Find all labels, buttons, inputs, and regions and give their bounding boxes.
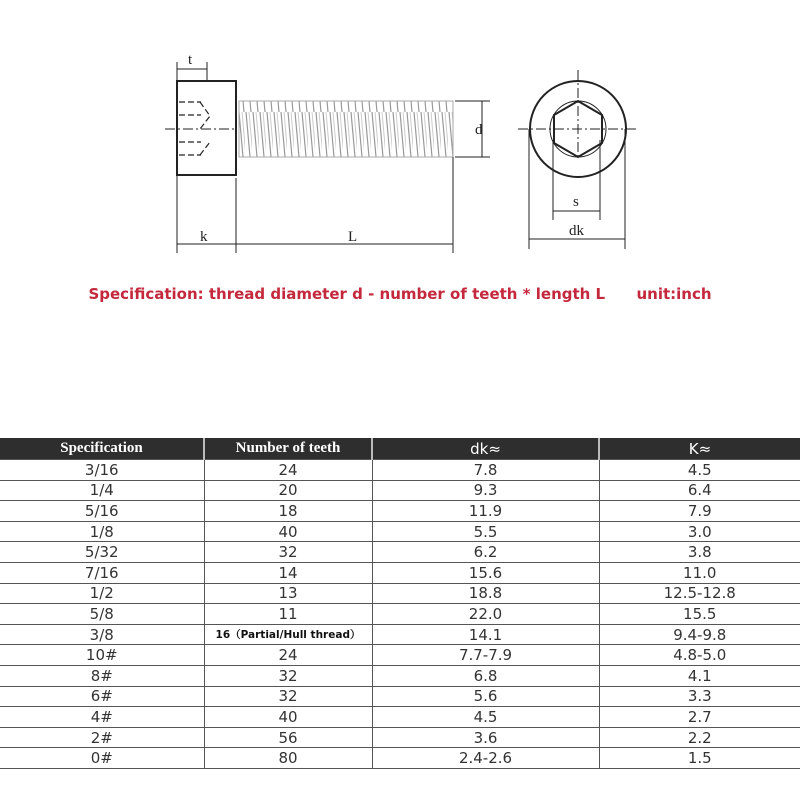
table-cell: 2# [0, 727, 204, 748]
spec-note-text: Specification: thread diameter d - number of teeth * length L [88, 285, 606, 303]
table-cell: 9.4-9.8 [599, 624, 800, 645]
table-row [0, 727, 800, 748]
unit-label: unit:inch [636, 285, 712, 303]
label-k: k [200, 229, 208, 245]
table-row [0, 707, 800, 728]
header-dk: dk≈ [372, 438, 599, 460]
table-cell: 5/32 [0, 542, 204, 563]
table-cell: 40 [204, 707, 372, 728]
table-cell: 14.1 [372, 624, 599, 645]
table-cell: 20 [204, 480, 372, 501]
table-cell: 3.0 [599, 521, 800, 542]
table-cell: 8# [0, 665, 204, 686]
table-cell: 24 [204, 645, 372, 666]
table-row [0, 501, 800, 522]
table-row [0, 686, 800, 707]
table-cell: 4.8-5.0 [599, 645, 800, 666]
table-cell: 4.5 [372, 707, 599, 728]
table-cell: 1/2 [0, 583, 204, 604]
table-row [0, 542, 800, 563]
table-row [0, 645, 800, 666]
table-cell: 13 [204, 583, 372, 604]
table-cell: 1/4 [0, 480, 204, 501]
table-cell: 3.3 [599, 686, 800, 707]
table-cell: 32 [204, 542, 372, 563]
table-cell: 4# [0, 707, 204, 728]
table-row [0, 480, 800, 501]
table-row [0, 460, 800, 481]
table-cell: 56 [204, 727, 372, 748]
table-cell: 14 [204, 562, 372, 583]
table-cell: 2.2 [599, 727, 800, 748]
label-L: L [348, 229, 358, 245]
table-cell: 3.6 [372, 727, 599, 748]
header-teeth: Number of teeth [204, 438, 372, 460]
table-cell: 22.0 [372, 604, 599, 625]
table-cell: 5/8 [0, 604, 204, 625]
bolt-dimension-diagram [0, 0, 800, 270]
spec-table [0, 438, 800, 769]
table-cell: 18.8 [372, 583, 599, 604]
table-cell: 1/8 [0, 521, 204, 542]
table-cell: 11.0 [599, 562, 800, 583]
table-row [0, 624, 800, 645]
table-cell: 7.8 [372, 460, 599, 481]
table-cell: 7.9 [599, 501, 800, 522]
table-cell: 40 [204, 521, 372, 542]
table-cell: 1.5 [599, 748, 800, 769]
label-s: s [573, 194, 579, 210]
table-cell: 4.5 [599, 460, 800, 481]
table-cell: 12.5-12.8 [599, 583, 800, 604]
label-dk: dk [569, 223, 584, 239]
table-cell: 10# [0, 645, 204, 666]
table-cell: 11 [204, 604, 372, 625]
table-row [0, 604, 800, 625]
table-cell: 24 [204, 460, 372, 481]
table-cell: 4.1 [599, 665, 800, 686]
table-header [0, 438, 800, 460]
table-cell: 3.8 [599, 542, 800, 563]
table-cell: 7/16 [0, 562, 204, 583]
side-view [165, 62, 490, 253]
table-row [0, 665, 800, 686]
table-cell: 3/8 [0, 624, 204, 645]
table-cell: 18 [204, 501, 372, 522]
table-cell: 6# [0, 686, 204, 707]
table-row [0, 748, 800, 769]
table-cell: 15.5 [599, 604, 800, 625]
specification-note [0, 285, 800, 303]
table-cell: 16（Partial/Hull thread） [204, 624, 372, 645]
table-row [0, 583, 800, 604]
table-cell: 6.2 [372, 542, 599, 563]
table-cell: 11.9 [372, 501, 599, 522]
table-cell: 5/16 [0, 501, 204, 522]
table-cell: 6.8 [372, 665, 599, 686]
label-t: t [188, 52, 193, 68]
table-cell: 7.7-7.9 [372, 645, 599, 666]
header-k: K≈ [599, 438, 800, 460]
table-cell: 2.7 [599, 707, 800, 728]
table-cell: 80 [204, 748, 372, 769]
table-cell: 2.4-2.6 [372, 748, 599, 769]
table-cell: 5.5 [372, 521, 599, 542]
label-d: d [475, 122, 483, 138]
table-cell: 9.3 [372, 480, 599, 501]
table-row [0, 521, 800, 542]
table-cell: 6.4 [599, 480, 800, 501]
table-cell: 3/16 [0, 460, 204, 481]
table-cell: 32 [204, 686, 372, 707]
table-row [0, 562, 800, 583]
table-cell: 5.6 [372, 686, 599, 707]
table-cell: 32 [204, 665, 372, 686]
header-specification: Specification [0, 438, 204, 460]
table-cell: 0# [0, 748, 204, 769]
table-cell: 15.6 [372, 562, 599, 583]
